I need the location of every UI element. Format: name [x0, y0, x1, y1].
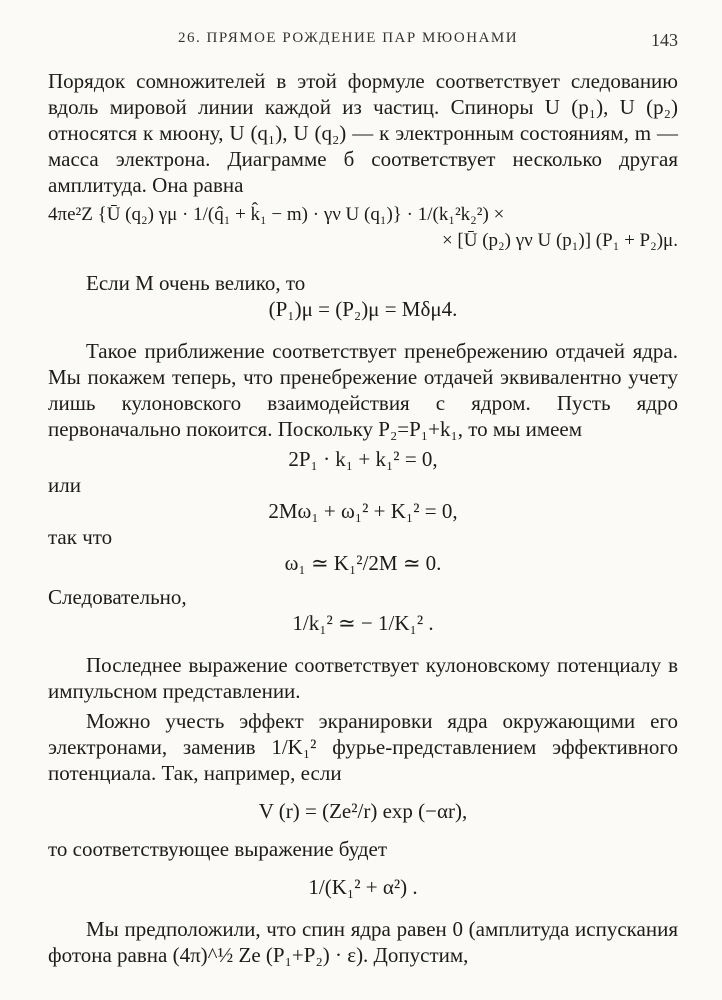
- paragraph-7: Мы предположили, что спин ядра равен 0 (амплитуда испускания фотона равна (4π)^½ Ze (P₁+P₂) · ε). Допустим,: [48, 917, 678, 967]
- equation-1-line-1: 4πe²Z {Ū (q₂) γμ · 1/(q̂₁ + k̂₁ − m) · γν U (q₁)} · 1/(k₁²k₂²) ×: [48, 204, 505, 225]
- equation-4: 2Mω₁ + ω₁² + K₁² = 0,: [268, 499, 458, 523]
- paragraph-3: Такое приближение соответствует пренебрежению отдачей ядра. Мы покажем теперь, что пренебрежение отдачей эквивалентно учету лишь кулоновского взаимодействия с ядром. Пусть ядро первоначально покоится. Поскольку P₂=P₁+k₁, то мы имеем: [48, 339, 678, 441]
- running-header: [48, 22, 678, 52]
- paragraph-2: Если M очень велико, то: [86, 271, 306, 295]
- header-title: 26. ПРЯМОЕ РОЖДЕНИЕ ПАР МЮОНАМИ: [178, 30, 519, 46]
- equation-8: 1/(K₁² + α²) .: [308, 875, 418, 899]
- equation-2: (P₁)μ = (P₂)μ = Mδμ4.: [268, 297, 458, 321]
- paragraph-4: Последнее выражение соответствует кулоновскому потенциалу в импульсном представлении.: [48, 653, 678, 703]
- page-number: 143: [651, 30, 678, 50]
- equation-5: ω₁ ≃ K₁²/2M ≃ 0.: [284, 551, 442, 575]
- label-sledovatelno: Следовательно,: [48, 585, 187, 609]
- book-page: [48, 22, 678, 968]
- label-ili: или: [48, 473, 81, 497]
- label-tak-chto: так что: [48, 525, 113, 549]
- paragraph-5: Можно учесть эффект экранировки ядра окружающими его электронами, заменив 1/K₁² фурье-представлением эффективного потенциала. Так, например, если: [48, 709, 678, 785]
- equation-6: 1/k₁² ≃ − 1/K₁² .: [292, 611, 434, 635]
- paragraph-1: Порядок сомножителей в этой формуле соответствует следованию вдоль мировой линии каждой из частиц. Спиноры U (p₁), U (p₂) относятся к мюону, U (q₁), U (q₂) — к электронным состояниям, m — масса электрона. Диаграмме б соответствует несколько другая амплитуда. Она равна: [48, 69, 678, 197]
- equation-7: V (r) = (Ze²/r) exp (−αr),: [258, 799, 468, 823]
- equation-3: 2P₁ · k₁ + k₁² = 0,: [288, 447, 438, 471]
- equation-1-line-2: × [Ū (p₂) γν U (p₁)] (P₁ + P₂)μ.: [441, 230, 678, 251]
- paragraph-6: то соответствующее выражение будет: [48, 837, 388, 861]
